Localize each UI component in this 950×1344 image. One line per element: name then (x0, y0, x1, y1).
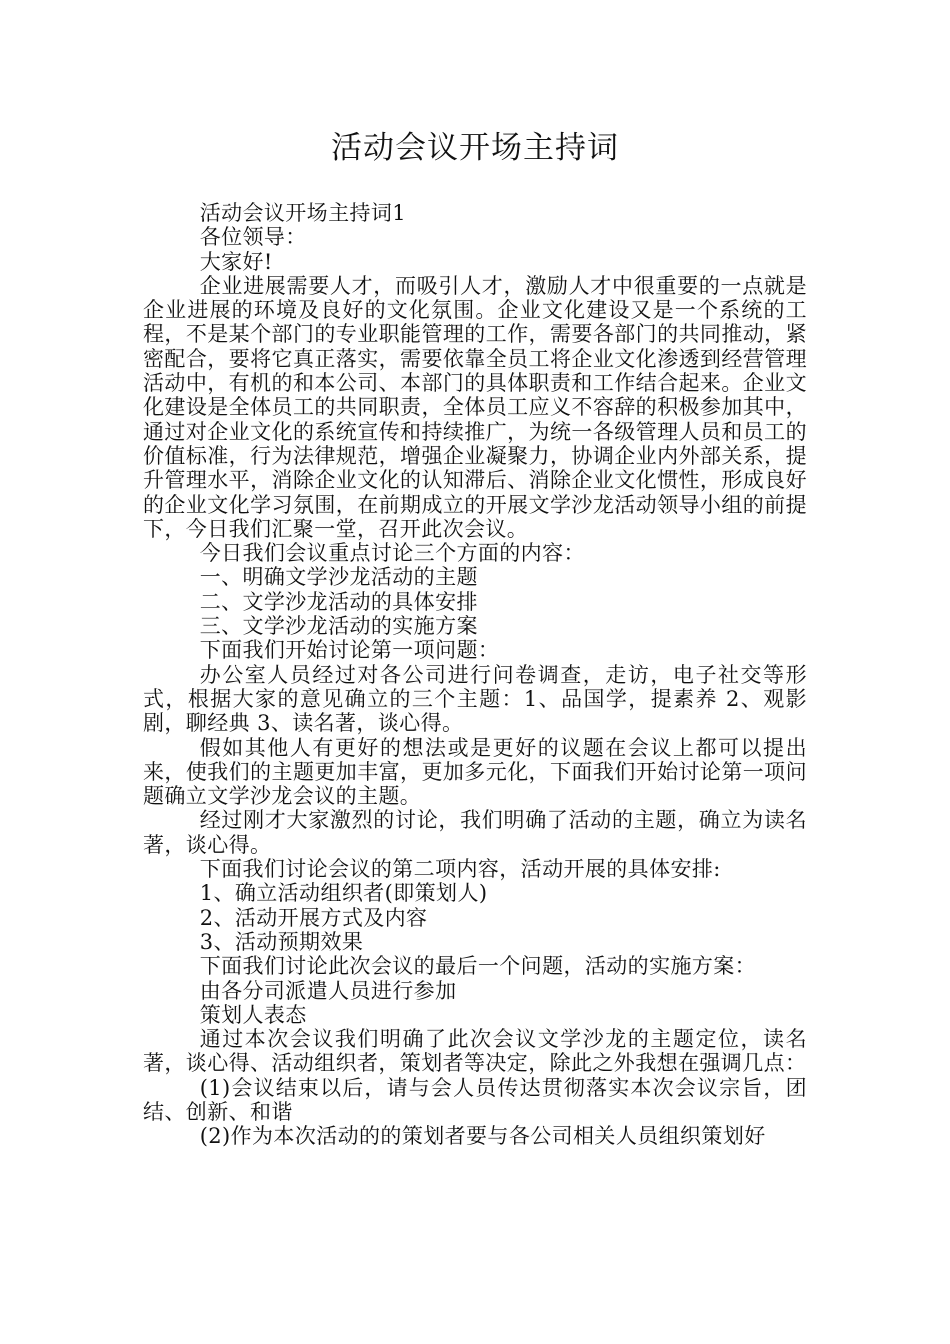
point-2: (2)作为本次活动的的策划者要与各公司相关人员组织策划好 (199, 1124, 766, 1149)
point-1: (1)会议结束以后，请与会人员传达贯彻落实本次会议宗旨，团结、创新、和谐 (143, 1075, 807, 1124)
plan-line-2: 策划人表态 (199, 1002, 307, 1027)
agenda-intro: 今日我们会议重点讨论三个方面的内容： (199, 541, 585, 566)
document-body (143, 201, 807, 1149)
intro-paragraph: 企业进展需要人才，而吸引人才，激励人才中很重要的一点就是企业进展的环境及良好的文化氛围。企业文化建设又是一个系统的工程，不是某个部门的专业职能管理的工作，需要各部门的共同推动，紧密配合，要将它真正落实，需要依靠全员工将企业文化渗透到经营管理活动中，有机的和本公司、本部门的具体职责和工作结合起来。企业文化建设是全体员工的共同职责，全体员工应义不容辞的积极参加其中，通过对企业文化的系统宣传和持续推广，为统一各级管理人员和员工的价值标准，行为法律规范，增强企业凝聚力，协调企业内外部关系，提升管理水平，消除企业文化的认知滞后、消除企业文化惯性，形成良好的企业文化学习氛围，在前期成立的开展文学沙龙活动领导小组的前提下，今日我们汇聚一堂，召开此次会议。 (143, 273, 807, 541)
agenda-item-2: 二、文学沙龙活动的具体安排 (199, 589, 478, 614)
agenda-item-1: 一、明确文学沙龙活动的主题 (199, 565, 478, 590)
arrangement-item-2: 2、活动开展方式及内容 (199, 905, 428, 930)
second-topic-intro: 下面我们讨论会议的第二项内容，活动开展的具体安排: (199, 857, 721, 882)
suggestion-paragraph: 假如其他人有更好的想法或是更好的议题在会议上都可以提出来，使我们的主题更加丰富，更加多元化，下面我们开始讨论第一项问题确立文学沙龙会议的主题。 (143, 735, 807, 809)
document-title: 活动会议开场主持词 (331, 130, 619, 166)
greeting: 大家好! (199, 249, 273, 274)
survey-paragraph: 办公室人员经过对各公司进行问卷调查，走访，电子社交等形式，根据大家的意见确立的三个主题：1、品国学，提素养 2、观影剧，聊经典 3、读名著，谈心得。 (143, 662, 807, 736)
arrangement-item-3: 3、活动预期效果 (199, 929, 364, 954)
salutation-leaders: 各位领导： (199, 225, 307, 250)
theme-decision-paragraph: 经过刚才大家激烈的讨论，我们明确了活动的主题，确立为读名著，谈心得。 (143, 808, 807, 857)
subtitle-line: 活动会议开场主持词1 (199, 201, 407, 225)
agenda-item-3: 三、文学沙龙活动的实施方案 (199, 614, 478, 639)
summary-paragraph: 通过本次会议我们明确了此次会议文学沙龙的主题定位，读名著，谈心得、活动组织者，策划者等决定，除此之外我想在强调几点： (143, 1027, 807, 1076)
document-page (143, 128, 807, 1149)
arrangement-item-1: 1、确立活动组织者(即策划人) (199, 881, 488, 906)
first-topic-intro: 下面我们开始讨论第一项问题： (199, 638, 500, 663)
final-topic-intro: 下面我们讨论此次会议的最后一个问题，活动的实施方案： (199, 954, 757, 979)
plan-line-1: 由各分司派遣人员进行参加 (199, 978, 457, 1003)
